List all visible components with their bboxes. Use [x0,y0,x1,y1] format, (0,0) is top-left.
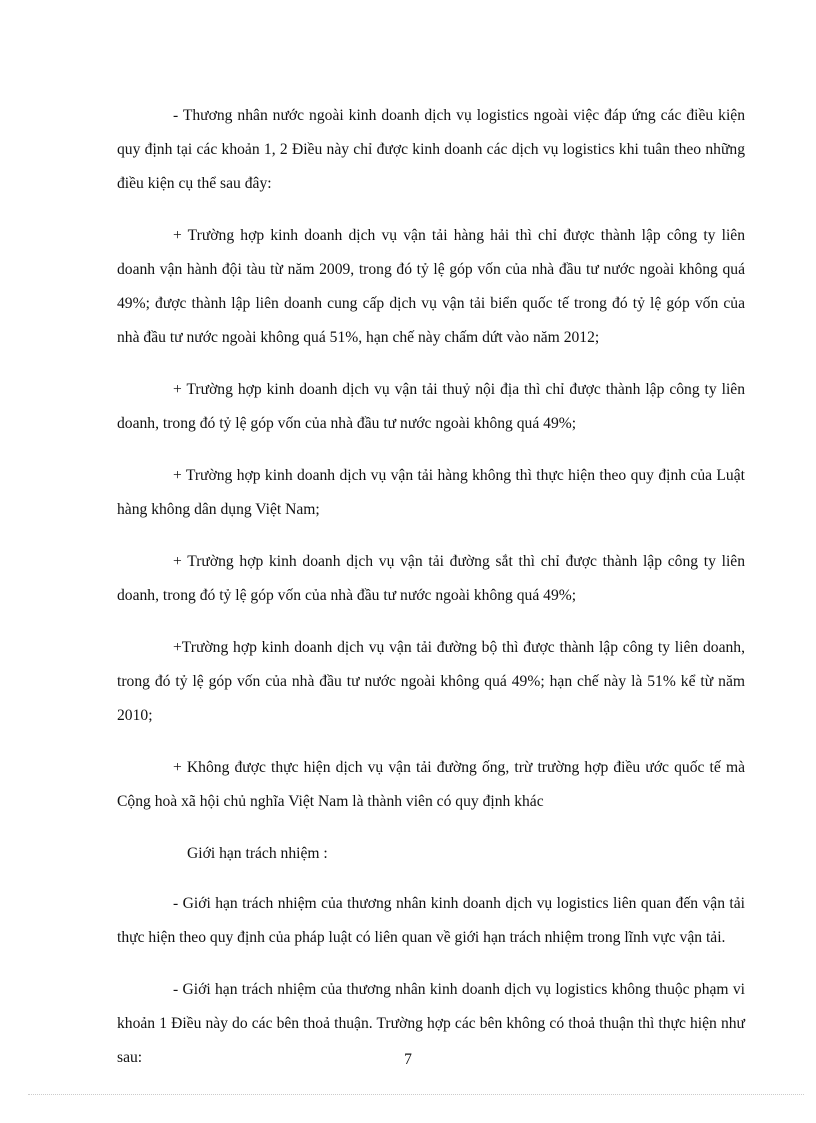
page-bottom-divider [28,1094,804,1095]
section-heading-liability-limits: Giới hạn trách nhiệm : [187,845,328,862]
paragraph-air-transport: + Trường hợp kinh doanh dịch vụ vận tải hàng không thì thực hiện theo quy định của Luật hàng không dân dụng Việt Nam; [117,467,745,518]
paragraph-liability-transport: - Giới hạn trách nhiệm của thương nhân kinh doanh dịch vụ logistics liên quan đến vận tải thực hiện theo quy định của pháp luật có liên quan về giới hạn trách nhiệm trong lĩnh vực vận tải. [117,895,745,946]
paragraph-liability-agreement: - Giới hạn trách nhiệm của thương nhân kinh doanh dịch vụ logistics không thuộc phạm vi khoản 1 Điều này do các bên thoả thuận. Trường hợp các bên không có thoả thuận thì thực hiện như sau: [117,981,745,1066]
paragraph-foreign-trader-conditions: - Thương nhân nước ngoài kinh doanh dịch vụ logistics ngoài việc đáp ứng các điều kiện quy định tại các khoản 1, 2 Điều này chỉ được kinh doanh các dịch vụ logistics khi tuân theo những điều kiện cụ thể sau đây: [117,107,745,192]
paragraph-pipeline-transport: + Không được thực hiện dịch vụ vận tải đường ống, trừ trường hợp điều ước quốc tế mà Cộng hoà xã hội chủ nghĩa Việt Nam là thành viên có quy định khác [117,759,745,810]
paragraph-rail-transport: + Trường hợp kinh doanh dịch vụ vận tải đường sắt thì chỉ được thành lập công ty liên doanh, trong đó tỷ lệ góp vốn của nhà đầu tư nước ngoài không quá 49%; [117,553,745,604]
paragraph-inland-waterway-transport: + Trường hợp kinh doanh dịch vụ vận tải thuỷ nội địa thì chỉ được thành lập công ty liên doanh, trong đó tỷ lệ góp vốn của nhà đầu tư nước ngoài không quá 49%; [117,381,745,432]
paragraph-road-transport: +Trường hợp kinh doanh dịch vụ vận tải đường bộ thì được thành lập công ty liên doanh, trong đó tỷ lệ góp vốn của nhà đầu tư nước ngoài không quá 49%; hạn chế này là 51% kể từ năm 2010; [117,639,745,724]
paragraph-maritime-transport: + Trường hợp kinh doanh dịch vụ vận tải hàng hải thì chỉ được thành lập công ty liên doanh vận hành đội tàu từ năm 2009, trong đó tỷ lệ góp vốn của nhà đầu tư nước ngoài không quá 49%; được thành lập liên doanh cung cấp dịch vụ vận tải biển quốc tế trong đó tỷ lệ góp vốn của nhà đầu tư nước ngoài không quá 51%, hạn chế này chấm dứt vào năm 2012; [117,227,745,346]
page-number: 7 [404,1051,412,1068]
document-body [117,99,745,1093]
